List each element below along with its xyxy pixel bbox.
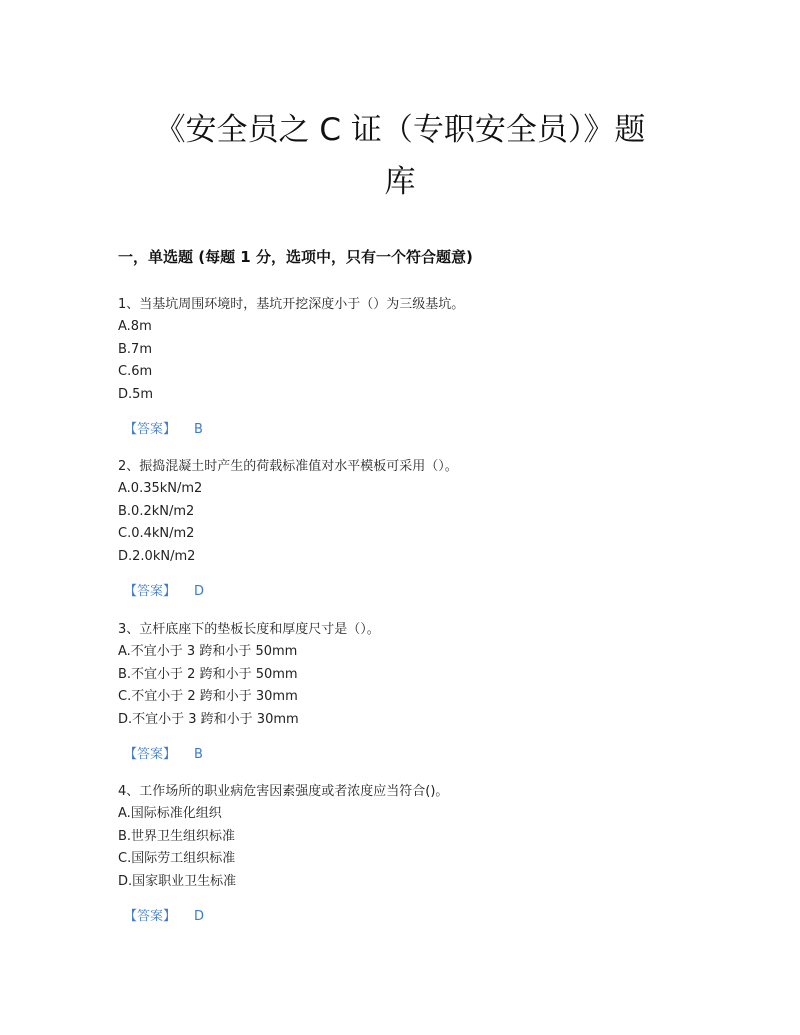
answer-value: D	[194, 909, 205, 924]
option-c: C.6m	[118, 364, 153, 379]
option-a: A.国际标准化组织	[118, 806, 222, 821]
option-c: C.0.4kN/m2	[118, 526, 195, 541]
question-2	[118, 456, 718, 599]
option-c: C.不宜小于 2 跨和小于 30mm	[118, 689, 298, 704]
question-4	[118, 781, 718, 924]
option-a: A.不宜小于 3 跨和小于 50mm	[118, 644, 298, 659]
answer-label: 【答案】	[124, 584, 177, 599]
question-stem: 3、立杆底座下的垫板长度和厚度尺寸是（）。	[118, 622, 380, 637]
answer-value: B	[194, 747, 203, 762]
option-a: A.0.35kN/m2	[118, 481, 203, 496]
answer-line	[124, 745, 203, 765]
answer-label: 【答案】	[124, 909, 177, 924]
option-b: B.不宜小于 2 跨和小于 50mm	[118, 666, 298, 682]
option-d: D.2.0kN/m2	[118, 548, 196, 564]
option-a: A.8m	[118, 319, 152, 334]
option-d: D.5m	[118, 386, 154, 402]
page-title-line-1: 《安全员之 C 证（专职安全员）》题	[154, 112, 646, 148]
option-c: C.国际劳工组织标准	[118, 851, 236, 866]
question-3	[118, 619, 718, 762]
option-d: D.不宜小于 3 跨和小于 30mm	[118, 711, 299, 727]
option-b: B.世界卫生组织标准	[118, 828, 236, 844]
answer-label: 【答案】	[124, 422, 177, 437]
question-stem: 2、振捣混凝土时产生的荷载标准值对水平模板可采用（）。	[118, 459, 458, 474]
option-b: B.0.2kN/m2	[118, 503, 195, 519]
section-heading: 一，单选题 (每题 1 分，选项中，只有一个符合题意)	[118, 248, 473, 266]
answer-label: 【答案】	[124, 747, 177, 762]
page-title-line-2: 库	[384, 164, 416, 200]
option-b: B.7m	[118, 341, 152, 357]
question-1	[118, 294, 718, 437]
answer-line	[124, 420, 203, 440]
answer-line	[124, 582, 204, 602]
answer-value: D	[194, 584, 205, 599]
question-stem: 4、工作场所的职业病危害因素强度或者浓度应当符合()。	[118, 784, 449, 799]
option-d: D.国家职业卫生标准	[118, 873, 237, 889]
answer-value: B	[194, 422, 203, 437]
answer-line	[124, 907, 204, 927]
page-title	[110, 104, 690, 208]
question-stem: 1、当基坑周围环境时，基坑开挖深度小于（）为三级基坑。	[118, 297, 465, 312]
